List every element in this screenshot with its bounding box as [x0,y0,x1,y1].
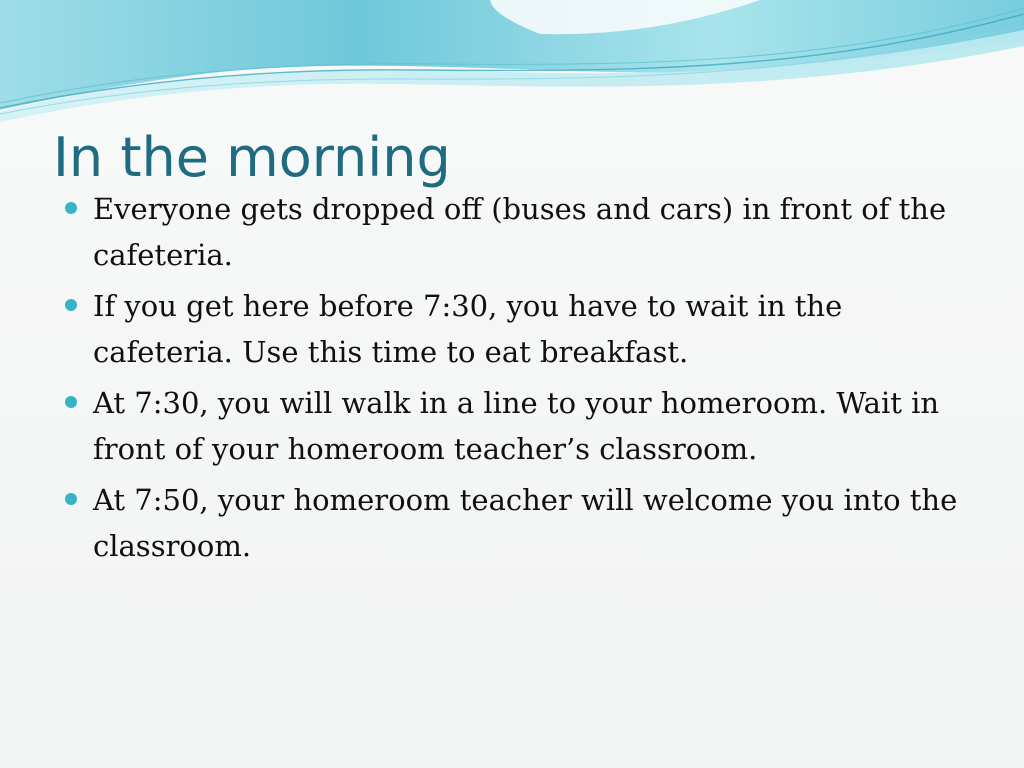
bullet-marker-icon [65,493,77,505]
decorative-wave-header [0,0,1024,130]
bullet-marker-icon [65,396,77,408]
bullet-item-before-730 [64,283,974,375]
bullet-item-750-welcome [64,477,974,569]
bullet-item-730-homeroom [64,380,974,472]
bullet-text: At 7:50, your homeroom teacher will welcome you into the classroom. [93,483,958,563]
bullet-marker-icon [65,299,77,311]
bullet-item-dropoff [64,186,974,278]
slide-title: In the morning [53,126,451,189]
bullet-text: Everyone gets dropped off (buses and cars) in front of the cafeteria. [93,192,947,272]
bullet-text: At 7:30, you will walk in a line to your homeroom. Wait in front of your homeroom teacher’s classroom. [93,386,940,466]
bullet-marker-icon [65,202,77,214]
bullet-list [64,186,974,574]
bullet-text: If you get here before 7:30, you have to wait in the cafeteria. Use this time to eat breakfast. [93,289,843,369]
